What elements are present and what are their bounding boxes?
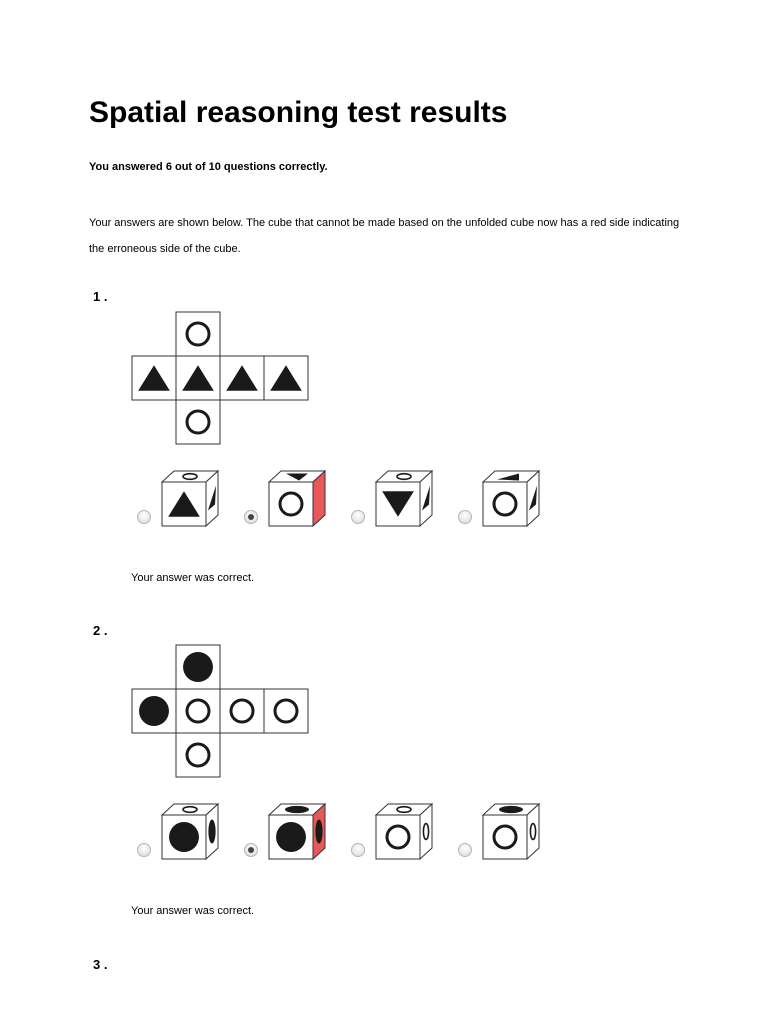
net-row-face-2 [176,356,220,400]
cube-option-4 [482,470,564,530]
answer-radio-3[interactable] [351,510,365,524]
disc-symbol [315,820,322,844]
net-bottom-face [176,733,220,777]
net-top-face [176,312,220,356]
answer-radio-3[interactable] [351,843,365,857]
question-2-feedback: Your answer was correct. [131,905,255,917]
cube-front-face [376,815,420,859]
answer-radio-2[interactable] [244,843,258,857]
cube-front-face [162,815,206,859]
question-2-number: 2 . [93,623,108,638]
net-row-face-4 [264,689,308,733]
answer-radio-2[interactable] [244,510,258,524]
question-1-unfolded-cube [131,311,309,438]
cube-option-3 [375,803,457,863]
answer-radio-4[interactable] [458,843,472,857]
cube-front-face [269,815,313,859]
disc-symbol [183,652,213,682]
net-row-face-3 [220,356,264,400]
answer-radio-1[interactable] [137,510,151,524]
cube-front-face [269,482,313,526]
disc-symbol [169,822,199,852]
cube-option-1 [161,470,243,530]
disc-symbol [499,806,523,813]
net-row-face-1 [132,689,176,733]
disc-symbol [276,822,306,852]
net-row-face-3 [220,689,264,733]
score-summary: You answered 6 out of 10 questions correctly. [89,161,328,173]
cube-option-2 [268,803,350,863]
disc-symbol [208,820,215,844]
page-title: Spatial reasoning test results [89,96,508,129]
cube-option-1 [161,803,243,863]
answer-radio-4[interactable] [458,510,472,524]
net-bottom-face [176,400,220,444]
answer-radio-1[interactable] [137,843,151,857]
question-2-unfolded-cube [131,644,309,771]
cube-option-4 [482,803,564,863]
net-row-face-1 [132,356,176,400]
results-intro: Your answers are shown below. The cube that cannot be made based on the unfolded cube now has a red side indicating the erroneous side of the cube. [89,217,680,255]
disc-symbol [285,806,309,813]
cube-option-3 [375,470,457,530]
cube-front-face [483,482,527,526]
cube-option-2 [268,470,350,530]
net-row-face-2 [176,689,220,733]
net-row-face-4 [264,356,308,400]
disc-symbol [139,696,169,726]
cube-front-face [483,815,527,859]
net-top-face [176,645,220,689]
question-1-feedback: Your answer was correct. [131,572,255,584]
question-3-number: 3 . [93,957,108,972]
question-1-number: 1 . [93,289,108,304]
cube-front-face [162,482,206,526]
cube-front-face [376,482,420,526]
